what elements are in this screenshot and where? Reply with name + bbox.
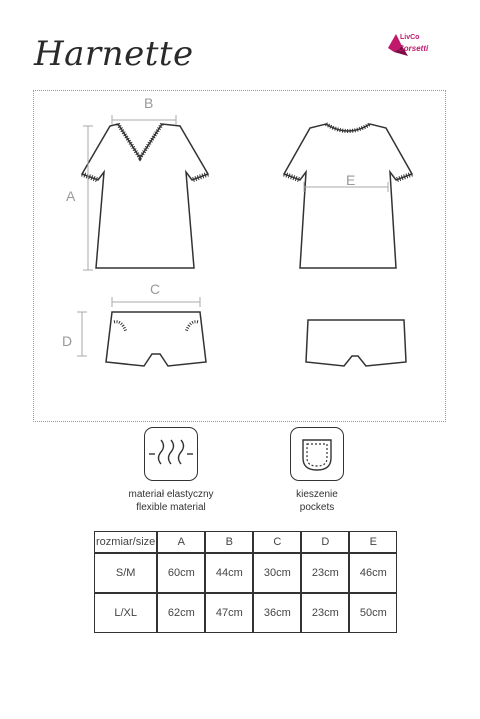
size-table-header — [94, 531, 397, 553]
table-cell: 47cm — [205, 593, 253, 633]
dimension-b-label: B — [144, 95, 154, 111]
feature-flexible-caption — [104, 488, 238, 514]
row-size-label: L/XL — [94, 593, 157, 633]
column-header-a: A — [157, 531, 205, 553]
table-cell: 23cm — [301, 593, 349, 633]
table-cell: 62cm — [157, 593, 205, 633]
front-shorts-drawing — [104, 310, 208, 368]
pocket-icon — [291, 428, 343, 480]
table-cell: 44cm — [205, 553, 253, 593]
size-table — [94, 531, 397, 633]
column-header-e: E — [349, 531, 397, 553]
table-cell: 23cm — [301, 553, 349, 593]
table-cell: 60cm — [157, 553, 205, 593]
front-top-drawing — [80, 118, 230, 278]
product-title: Harnette — [34, 34, 194, 74]
column-header-b: B — [205, 531, 253, 553]
brand-line2: Corsetti — [398, 44, 429, 53]
dimension-c-label: C — [150, 281, 161, 297]
table-row — [94, 553, 397, 593]
feature-pockets-caption — [250, 488, 384, 514]
table-cell: 30cm — [253, 553, 301, 593]
back-shorts-drawing — [304, 318, 408, 368]
feature-pockets-line2: pockets — [299, 502, 335, 513]
dimension-b-line — [110, 112, 180, 126]
size-table-corner: rozmiar/size — [94, 531, 157, 553]
table-cell: 46cm — [349, 553, 397, 593]
row-size-label: S/M — [94, 553, 157, 593]
dimension-d-line — [76, 310, 88, 360]
feature-flexible-line1: materiał elastyczny — [128, 489, 214, 500]
dimension-c-line — [110, 296, 204, 308]
dimension-a-line — [82, 124, 96, 274]
dimension-a-label: A — [66, 188, 76, 204]
stretch-fabric-icon-box — [144, 427, 198, 481]
dimension-e-label: E — [346, 172, 356, 188]
brand-logo-icon — [384, 26, 440, 60]
table-cell: 50cm — [349, 593, 397, 633]
stretch-fabric-icon — [145, 428, 197, 480]
column-header-c: C — [253, 531, 301, 553]
brand-line1: LivCo — [400, 34, 420, 41]
table-row — [94, 593, 397, 633]
feature-pockets-line1: kieszenie — [296, 489, 338, 500]
feature-flexible-line2: flexible material — [136, 502, 206, 513]
back-top-drawing — [284, 118, 414, 278]
column-header-d: D — [301, 531, 349, 553]
dimension-d-label: D — [62, 333, 73, 349]
table-cell: 36cm — [253, 593, 301, 633]
pocket-icon-box — [290, 427, 344, 481]
